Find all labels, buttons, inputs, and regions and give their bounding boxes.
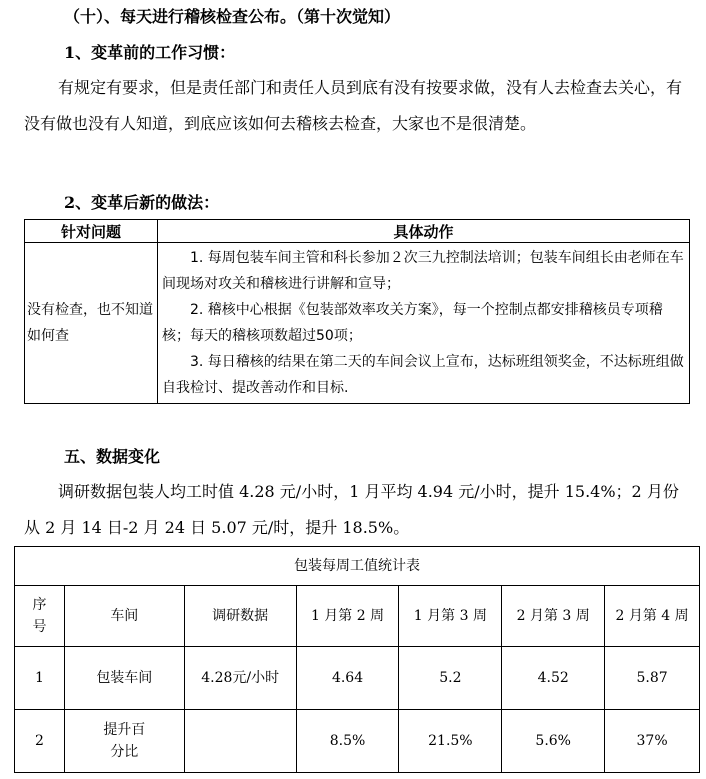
- cell-survey: 4.28元/小时: [184, 647, 296, 710]
- action-table-row: [25, 243, 690, 404]
- action-item: 1. 每周包装车间主管和科长参加２次三九控制法培训；包装车间组长由老师在车间现场对攻关和稽核进行讲解和宣导；: [162, 250, 684, 292]
- section5-body: 调研数据包装人均工时值 4.28 元/小时，1 月平均 4.94 元/小时，提升 15.4%；2 月份从 2 月 14 日-2 月 24 日 5.07 元/时，提升 18.5%。: [24, 482, 679, 537]
- cell-value: 4.64: [296, 647, 399, 710]
- cell-survey: [184, 710, 296, 773]
- cell-value: 5.2: [399, 647, 502, 710]
- header-week: 1 月第 3 周: [399, 586, 502, 647]
- action-table: [24, 219, 690, 404]
- cell-workshop: 提升百分比: [64, 710, 184, 773]
- section2-title: 2、变革后新的做法：: [64, 193, 220, 212]
- main-heading: （十）、每天进行稽核检查公布。（第十次觉知）: [64, 7, 401, 26]
- cell-value: 37%: [605, 710, 700, 773]
- cell-value: 21.5%: [399, 710, 502, 773]
- section1-body: 有规定有要求，但是责任部门和责任人员到底有没有按要求做，没有人去检查去关心，有没有做也没有人知道，到底应该如何去稽核去检查，大家也不是很清楚。: [24, 78, 683, 133]
- cell-value: 5.87: [605, 647, 700, 710]
- stats-table-title-row: [15, 547, 700, 586]
- section5-title: 五、数据变化: [64, 447, 161, 466]
- issue-cell: 没有检查，也不知道如何查: [25, 243, 158, 404]
- action-item: 3. 每日稽核的结果在第二天的车间会议上宣布，达标班组领奖金，不达标班组做自我检讨、提改善动作和目标.: [162, 354, 684, 396]
- header-survey: 调研数据: [184, 586, 296, 647]
- stats-table-header: [15, 586, 700, 647]
- header-issue: 针对问题: [25, 220, 158, 243]
- stats-table: [14, 546, 700, 773]
- section1-title: 1、变革前的工作习惯：: [64, 43, 236, 62]
- header-week: 2 月第 3 周: [502, 586, 605, 647]
- stats-table-title: 包装每周工值统计表: [15, 547, 700, 586]
- table-row: [15, 647, 700, 710]
- header-actions: 具体动作: [158, 220, 690, 243]
- cell-index: 1: [15, 647, 65, 710]
- table-row: [15, 710, 700, 773]
- header-workshop: 车间: [64, 586, 184, 647]
- action-item: 2. 稽核中心根据《包装部效率攻关方案》，每一个控制点都安排稽核员专项稽核；每天的稽核项数超过50项；: [162, 302, 663, 344]
- header-week: 1 月第 2 周: [296, 586, 399, 647]
- actions-cell: [158, 243, 690, 404]
- header-index: 序号: [15, 586, 65, 647]
- cell-workshop: 包装车间: [64, 647, 184, 710]
- cell-value: 4.52: [502, 647, 605, 710]
- cell-value: 5.6%: [502, 710, 605, 773]
- action-table-header: [25, 220, 690, 243]
- header-week: 2 月第 4 周: [605, 586, 700, 647]
- cell-index: 2: [15, 710, 65, 773]
- cell-value: 8.5%: [296, 710, 399, 773]
